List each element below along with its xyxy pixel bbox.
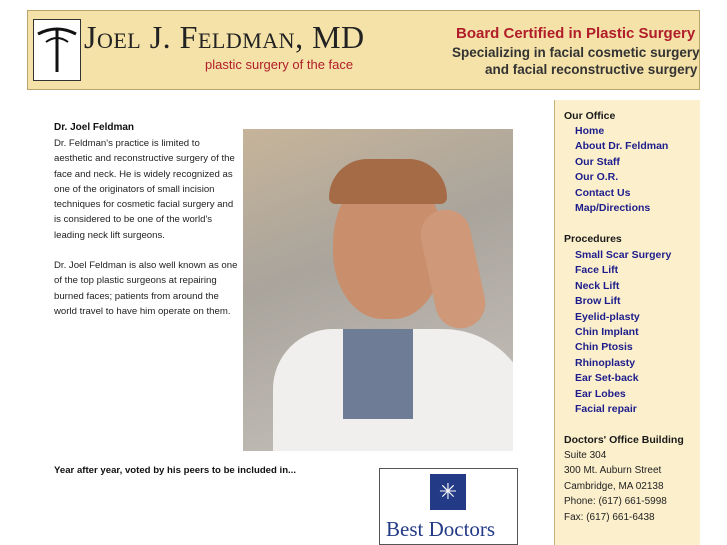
right-margin xyxy=(700,0,727,545)
doctor-name: Dr. Joel Feldman xyxy=(54,122,135,133)
logo-icon[interactable] xyxy=(33,19,81,81)
main-content xyxy=(27,100,554,545)
best-doctors-badge[interactable] xyxy=(379,468,518,545)
our-office-heading: Our Office xyxy=(564,110,616,122)
sidebar xyxy=(554,100,700,545)
bio-paragraph-2: Dr. Joel Feldman is also well known as one of the top plastic surgeons at repairing burned faces; patients from around the world travel to have him operate on them. xyxy=(54,260,238,317)
bio-text xyxy=(54,136,239,319)
nav-eyelid[interactable]: Eyelid-plasty xyxy=(575,311,640,323)
nav-our-or[interactable]: Our O.R. xyxy=(575,171,619,183)
address-street: 300 Mt. Auburn Street xyxy=(564,465,662,476)
top-margin xyxy=(0,0,727,8)
nav-facial-repair[interactable]: Facial repair xyxy=(575,403,637,415)
address-suite: Suite 304 xyxy=(564,450,607,461)
nav-brow-lift[interactable]: Brow Lift xyxy=(575,295,621,307)
nav-map[interactable]: Map/Directions xyxy=(575,202,651,214)
nav-our-staff[interactable]: Our Staff xyxy=(575,156,620,168)
best-doctors-logo-icon xyxy=(430,474,466,510)
nav-face-lift[interactable]: Face Lift xyxy=(575,264,619,276)
nav-ear-setback[interactable]: Ear Set-back xyxy=(575,372,639,384)
best-doctors-mark: ✳ xyxy=(438,479,458,504)
nav-chin-implant[interactable]: Chin Implant xyxy=(575,326,639,338)
photo-hand xyxy=(416,205,490,333)
nav-ear-lobes[interactable]: Ear Lobes xyxy=(575,388,626,400)
photo-hair xyxy=(329,159,447,204)
specializing-line-1: Specializing in facial cosmetic surgery xyxy=(452,45,700,60)
nav-contact[interactable]: Contact Us xyxy=(575,187,631,199)
building-heading: Doctors' Office Building xyxy=(564,434,684,446)
fax-number: Fax: (617) 661-6438 xyxy=(564,512,655,523)
address-city: Cambridge, MA 02138 xyxy=(564,481,664,492)
nav-rhinoplasty[interactable]: Rhinoplasty xyxy=(575,357,636,369)
site-title: Joel J. Feldman, MD xyxy=(84,19,365,55)
site-subtitle: plastic surgery of the face xyxy=(205,57,354,72)
voted-text: Year after year, voted by his peers to be included in... xyxy=(54,465,297,476)
site-header xyxy=(27,10,700,90)
procedures-heading: Procedures xyxy=(564,233,622,245)
photo-scrubs xyxy=(343,329,413,419)
nav-chin-ptosis[interactable]: Chin Ptosis xyxy=(575,341,633,353)
board-certified-text: Board Certified in Plastic Surgery xyxy=(456,25,696,42)
nav-small-scar[interactable]: Small Scar Surgery xyxy=(575,249,672,261)
best-doctors-text: Best Doctors xyxy=(386,517,496,541)
bio-paragraph-1: Dr. Feldman's practice is limited to aesthetic and reconstructive surgery of the face and neck. He is widely recognized as one of the originators of small incision techniques for cosmetic facial surgery and is considered to be one of the world's leading neck lift surgeons. xyxy=(54,138,235,241)
doctor-photo xyxy=(243,129,513,451)
nav-about[interactable]: About Dr. Feldman xyxy=(575,140,669,152)
nav-home[interactable]: Home xyxy=(575,125,605,137)
nav-neck-lift[interactable]: Neck Lift xyxy=(575,280,620,292)
phone-number: Phone: (617) 661-5998 xyxy=(564,496,667,507)
specializing-line-2: and facial reconstructive surgery xyxy=(485,62,698,77)
